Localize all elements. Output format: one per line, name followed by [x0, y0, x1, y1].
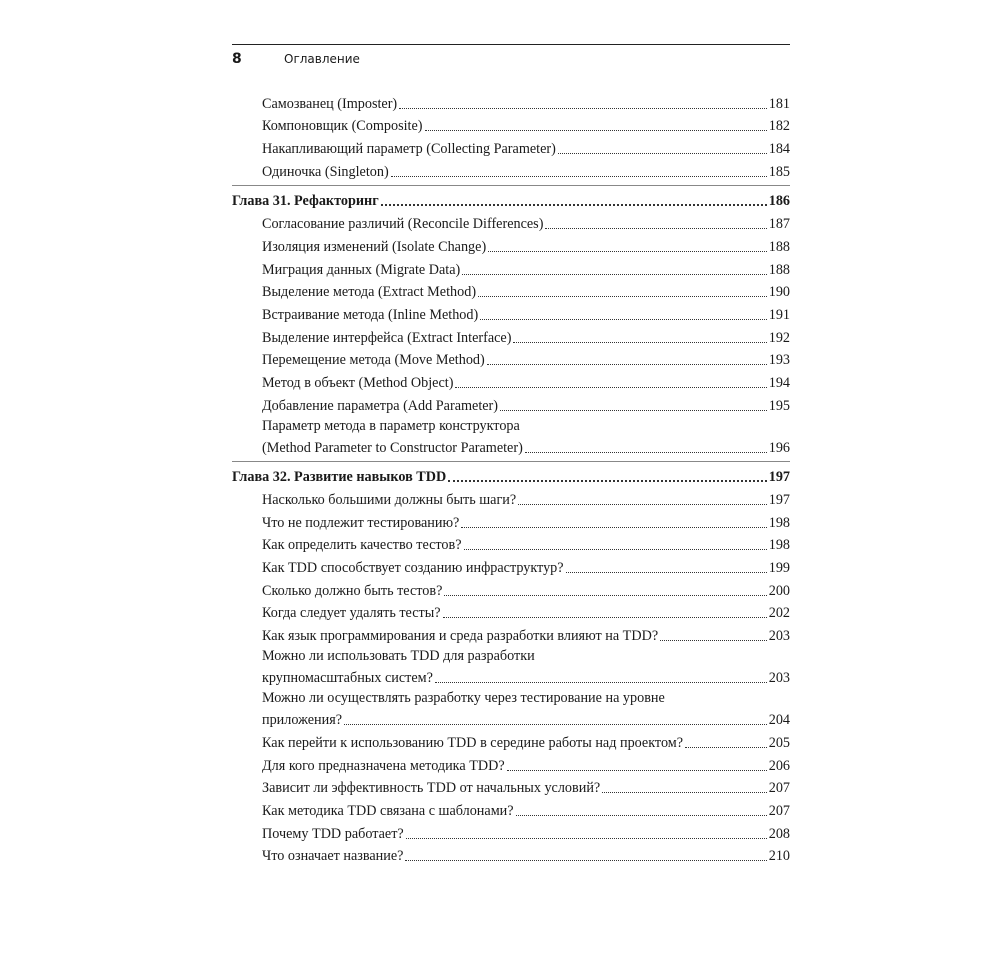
entry-page-number: 207 — [768, 780, 790, 797]
entry-page-number: 181 — [768, 95, 790, 112]
entry-title: Зависит ли эффективность TDD от начальных условий? — [262, 780, 601, 797]
dot-leader — [545, 228, 766, 229]
dot-leader — [558, 153, 767, 154]
toc-entry — [232, 302, 790, 325]
entry-page-number: 206 — [768, 757, 790, 774]
dot-leader — [444, 595, 766, 596]
dot-leader — [500, 410, 767, 411]
dot-leader — [660, 640, 767, 641]
entry-page-number: 192 — [768, 329, 790, 346]
entry-title: крупномасштабных систем? — [262, 670, 433, 687]
dot-leader — [381, 204, 767, 206]
toc-chapter — [232, 461, 790, 488]
entry-page-number: 203 — [768, 670, 790, 687]
toc-entry — [232, 370, 790, 393]
entry-title: Одиночка (Singleton) — [262, 163, 389, 180]
entry-title: Миграция данных (Migrate Data) — [262, 261, 461, 278]
toc-chapter — [232, 185, 790, 212]
entry-title: Насколько большими должны быть шаги? — [262, 492, 517, 508]
entry-title: Изоляция изменений (Isolate Change) — [262, 238, 487, 255]
toc-entry — [232, 510, 790, 533]
entry-title: Метод в объект (Method Object) — [262, 374, 454, 391]
dot-leader — [462, 274, 766, 275]
entry-title: Сколько должно быть тестов? — [262, 582, 443, 599]
dot-leader — [391, 176, 767, 177]
entry-page-number: 190 — [768, 284, 790, 301]
entry-page-number: 200 — [768, 582, 790, 599]
toc-entry — [232, 91, 790, 114]
entry-title: Как TDD способствует созданию инфраструктур? — [262, 560, 564, 577]
entry-title: Как язык программирования и среда разработки влияют на TDD? — [262, 628, 659, 645]
entry-page-number: 194 — [768, 374, 790, 391]
entry-title: Встраивание метода (Inline Method) — [262, 306, 479, 323]
entry-title: Почему TDD работает? — [262, 825, 404, 842]
entry-title: Согласование различий (Reconcile Differences) — [262, 216, 544, 233]
book-page — [232, 44, 790, 866]
dot-leader — [488, 251, 767, 252]
entry-page-number: 207 — [768, 802, 790, 819]
header-rule — [232, 44, 790, 45]
dot-leader — [405, 860, 766, 861]
toc-entry — [232, 136, 790, 159]
entry-page-number: 184 — [768, 141, 790, 158]
dot-leader — [487, 364, 767, 365]
dot-leader — [455, 387, 766, 388]
toc-entry — [232, 776, 790, 799]
dot-leader — [406, 838, 767, 839]
entry-title-line-1: Параметр метода в параметр конструктора — [262, 417, 520, 434]
entry-title: Самозванец (Imposter) — [262, 95, 398, 112]
chapter-title: Глава 32. Развитие навыков TDD — [232, 469, 447, 486]
entry-title-line-1: Можно ли использовать TDD для разработки — [262, 648, 535, 665]
toc-entry — [232, 393, 790, 416]
entry-page-number: 191 — [768, 306, 790, 323]
toc-entry — [232, 257, 790, 280]
toc-entry — [232, 555, 790, 578]
entry-title: Накапливающий параметр (Collecting Parameter) — [262, 141, 556, 158]
toc-entry — [232, 325, 790, 348]
entry-page-number: 193 — [768, 352, 790, 369]
entry-page-number: 198 — [768, 537, 790, 554]
running-title: Оглавление — [284, 52, 360, 66]
entry-title: Что означает название? — [262, 848, 404, 865]
dot-leader — [480, 319, 767, 320]
toc-entry — [232, 688, 790, 730]
chapter-page-number: 186 — [768, 193, 790, 210]
table-of-contents — [232, 91, 790, 866]
dot-leader — [507, 770, 767, 771]
dot-leader — [399, 108, 767, 109]
dot-leader — [344, 724, 767, 725]
toc-entry — [232, 211, 790, 234]
toc-entry — [232, 601, 790, 624]
dot-leader — [425, 130, 767, 131]
dot-leader — [448, 480, 766, 482]
dot-leader — [525, 452, 767, 453]
entry-title: Когда следует удалять тесты? — [262, 605, 441, 622]
toc-entry — [232, 578, 790, 601]
toc-entry — [232, 798, 790, 821]
dot-leader — [516, 815, 767, 816]
entry-page-number: 197 — [768, 492, 790, 508]
entry-page-number: 188 — [768, 261, 790, 278]
toc-entry — [232, 280, 790, 303]
toc-entry — [232, 533, 790, 556]
entry-page-number: 198 — [768, 514, 790, 531]
entry-page-number: 202 — [768, 605, 790, 622]
entry-page-number: 208 — [768, 825, 790, 842]
toc-entry — [232, 234, 790, 257]
page-number: 8 — [232, 51, 242, 67]
toc-entry — [232, 730, 790, 753]
entry-title: Как методика TDD связана с шаблонами? — [262, 802, 514, 819]
dot-leader — [464, 549, 767, 550]
toc-entry — [232, 844, 790, 867]
toc-entry — [232, 821, 790, 844]
entry-title: Добавление параметра (Add Parameter) — [262, 397, 499, 414]
toc-entry — [232, 114, 790, 137]
dot-leader — [443, 617, 767, 618]
dot-leader — [478, 296, 767, 297]
toc-entry — [232, 623, 790, 646]
entry-title: Перемещение метода (Move Method) — [262, 352, 485, 369]
entry-page-number: 196 — [768, 439, 790, 456]
entry-title: Выделение метода (Extract Method) — [262, 284, 477, 301]
entry-page-number: 205 — [768, 734, 790, 751]
toc-entry — [232, 753, 790, 776]
chapter-title: Глава 31. Рефакторинг — [232, 193, 379, 210]
running-header — [232, 51, 790, 71]
entry-page-number: 199 — [768, 560, 790, 577]
entry-title: Выделение интерфейса (Extract Interface) — [262, 329, 512, 346]
dot-leader — [513, 342, 766, 343]
entry-title: приложения? — [262, 712, 343, 729]
toc-entry — [232, 646, 790, 688]
toc-entry — [232, 416, 790, 458]
entry-page-number: 203 — [768, 628, 790, 645]
dot-leader — [435, 682, 767, 683]
entry-title: Для кого предназначена методика TDD? — [262, 757, 505, 774]
dot-leader — [518, 504, 767, 505]
entry-title: Как перейти к использованию TDD в середине работы над проектом? — [262, 734, 684, 751]
entry-page-number: 210 — [768, 848, 790, 865]
chapter-page-number: 197 — [768, 469, 790, 486]
toc-entry — [232, 487, 790, 510]
entry-title: Компоновщик (Composite) — [262, 118, 423, 135]
dot-leader — [685, 747, 767, 748]
entry-page-number: 195 — [768, 397, 790, 414]
dot-leader — [602, 792, 767, 793]
entry-title: Как определить качество тестов? — [262, 537, 462, 554]
entry-page-number: 188 — [768, 238, 790, 255]
dot-leader — [566, 572, 767, 573]
entry-page-number: 185 — [768, 163, 790, 180]
entry-title: (Method Parameter to Constructor Parameter) — [262, 439, 523, 456]
entry-title-line-1: Можно ли осуществлять разработку через тестирование на уровне — [262, 690, 665, 707]
entry-title: Что не подлежит тестированию? — [262, 514, 460, 531]
entry-page-number: 204 — [768, 712, 790, 729]
toc-entry — [232, 348, 790, 371]
toc-entry — [232, 159, 790, 182]
entry-page-number: 187 — [768, 216, 790, 233]
entry-page-number: 182 — [768, 118, 790, 135]
dot-leader — [461, 527, 766, 528]
